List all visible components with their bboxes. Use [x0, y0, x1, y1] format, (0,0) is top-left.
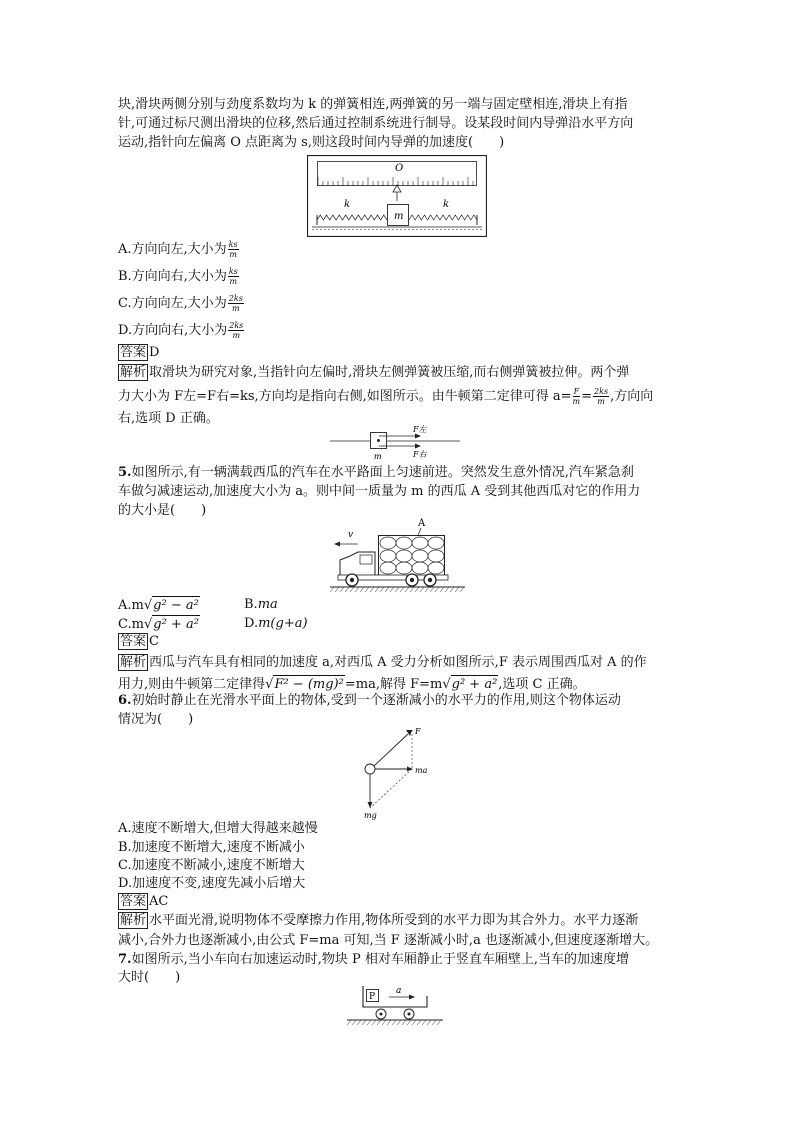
ground-hatch	[397, 1020, 401, 1025]
q7-stem-line-2: 大时( )	[118, 970, 181, 985]
watermelon	[396, 562, 412, 574]
watermelon	[380, 550, 396, 562]
ground-hatch	[437, 1020, 441, 1025]
answer-tag: 答案	[120, 634, 147, 649]
q4-force-diagram	[330, 423, 465, 465]
ground-hatch	[377, 1020, 381, 1025]
ground-hatch	[347, 1020, 351, 1025]
q4-o-label: O	[395, 163, 404, 174]
q4-option-a[interactable]	[118, 240, 240, 259]
q5-stem-line-2: 车做匀减速运动,加速度大小为 a。则中间一质量为 m 的西瓜 A 受到其他西瓜对它的作用力	[118, 484, 641, 499]
q5-option-d-prefix: D.	[244, 616, 259, 631]
q4-k-right-label: k	[443, 199, 450, 210]
q4-mass-label: m	[394, 211, 404, 222]
q6-answer-value: AC	[149, 894, 169, 909]
ground-hatch	[350, 587, 354, 592]
q5-option-a[interactable]: A.m√g² − a²	[118, 598, 199, 613]
ground-hatch	[412, 1020, 416, 1025]
fraction-numerator: 2ks	[594, 387, 609, 396]
ground-hatch	[402, 1020, 406, 1025]
ground-hatch	[372, 1020, 376, 1025]
answer-tag: 答案	[120, 345, 147, 360]
q5-option-a-prefix: A.m	[118, 598, 144, 613]
q6-number: 6.	[118, 693, 132, 708]
q4-option-c[interactable]	[118, 294, 245, 313]
q5-analysis-line-1	[118, 654, 647, 672]
answer-tag: 答案	[120, 894, 147, 909]
q5-stem-text-1: 如图所示,有一辆满载西瓜的汽车在水平路面上匀速前进。突然发生意外情况,汽车紧急刹	[131, 465, 634, 480]
q4-stem-line-1: 块,滑块两侧分别与劲度系数均为 k 的弹簧相连,两弹簧的另一端与固定壁相连,滑块上有指	[118, 97, 628, 112]
q4-analysis-line-2	[118, 387, 653, 406]
q5-option-d[interactable]	[244, 615, 308, 633]
ground-hatch	[460, 587, 464, 592]
q5-option-b-prefix: B.	[244, 597, 258, 612]
q4-stem-line-2: 针,可通过标尺测出滑块的位移,然后通过控制系统进行制导。设某段时间内导弹沿水平方向	[118, 116, 634, 131]
q5-analysis-text-1: 西瓜与汽车具有相同的加速度 a,对西瓜 A 受力分析如图所示,F 表示周围西瓜对 A 的作	[149, 655, 647, 670]
q4-analysis-line-3: 右,选项 D 正确。	[118, 411, 219, 426]
q6-analysis-line-1	[118, 912, 638, 930]
q4-f-left-label: F左	[413, 425, 427, 434]
q5-number: 5.	[118, 465, 132, 480]
q5-option-c-prefix: C.m	[118, 617, 144, 632]
q4-analysis-text-2b: ,方向向	[610, 389, 654, 404]
watermelon	[412, 537, 428, 549]
fraction-denominator: m	[231, 304, 240, 313]
q5-option-d-text: m(g+a)	[258, 616, 308, 631]
q4-analysis-text-2a: 力大小为 F左=F右=ks,方向均是指向右侧,如图所示。由牛顿第二定律可得 a=	[118, 389, 572, 404]
q6-mg-label: mg	[364, 811, 377, 820]
q6-analysis-line-2: 减小,合外力也逐渐减小,由公式 F=ma 可知,当 F 逐渐减小时,a 也逐渐减小,但速度逐渐增大。	[118, 933, 659, 948]
q6-answer	[118, 893, 168, 911]
q4-option-d[interactable]	[118, 321, 245, 340]
ground-hatch	[417, 1020, 421, 1025]
ground-hatch	[362, 1020, 366, 1025]
ground-hatch	[367, 1020, 371, 1025]
ground-hatch	[430, 587, 434, 592]
q6-option-c[interactable]: C.加速度不断减小,速度不断增大	[118, 858, 305, 873]
q4-option-d-fraction	[228, 321, 244, 340]
q4-analysis-equals: =	[581, 389, 593, 404]
q5-option-a-radicand: g² − a²	[153, 598, 199, 613]
q5-answer	[118, 633, 159, 651]
ground-hatch	[422, 1020, 426, 1025]
ground-hatch	[445, 587, 449, 592]
q5-truck-figure	[330, 516, 465, 594]
q7-cart-figure	[345, 984, 445, 1026]
q4-k-left-label: k	[344, 199, 351, 210]
fraction-numerator: F	[573, 387, 580, 396]
ground-hatch	[392, 1020, 396, 1025]
fraction-numerator: 2ks	[228, 294, 243, 303]
q7-stem-text-1: 如图所示,当小车向右加速运动时,物块 P 相对车厢静止于竖直车厢壁上,当车的加速度增	[131, 952, 629, 967]
ground-hatch	[355, 587, 359, 592]
q5-option-b-text: ma	[257, 597, 278, 612]
analysis-tag: 解析	[120, 655, 147, 670]
ground-hatch	[432, 1020, 436, 1025]
ground-hatch	[385, 587, 389, 592]
q5-analysis-line-2: 用力,则由牛顿第二定律得√F² − (mg)²=ma,解得 F=m√g² + a²,选项 C 正确。	[118, 677, 586, 692]
watermelon	[396, 537, 412, 549]
q5-analysis-radicand-2: g² + a²	[451, 677, 498, 692]
ground-hatch	[435, 587, 439, 592]
q6-option-b[interactable]: B.加速度不断增大,速度不断减小	[118, 840, 305, 855]
q5-analysis-radicand-1: F² − (mg)²	[274, 677, 344, 692]
watermelon	[428, 537, 444, 549]
watermelon	[428, 550, 444, 562]
ground-hatch	[360, 587, 364, 592]
ground-hatch	[410, 587, 414, 592]
q6-f-label: F	[415, 727, 421, 736]
analysis-tag: 解析	[120, 365, 147, 380]
ground-hatch	[340, 587, 344, 592]
q4-option-a-label: A.方向向左,大小为	[118, 242, 227, 257]
q7-number: 7.	[118, 952, 132, 967]
fraction-numerator: ks	[228, 240, 238, 249]
q7-p-label: P	[369, 992, 376, 1002]
q5-stem-line-3: 的大小是( )	[118, 503, 207, 518]
ground-hatch	[440, 587, 444, 592]
ground-hatch	[330, 587, 334, 592]
q6-force-vector-figure	[360, 724, 440, 820]
ground-hatch	[400, 587, 404, 592]
q5-option-b[interactable]	[244, 596, 278, 614]
ground-hatch	[387, 1020, 391, 1025]
ground-hatch	[425, 587, 429, 592]
ground-hatch	[420, 587, 424, 592]
ground-hatch	[357, 1020, 361, 1025]
ground-hatch	[407, 1020, 411, 1025]
fraction-denominator: m	[232, 331, 241, 340]
ground-hatch	[382, 1020, 386, 1025]
fraction-denominator: m	[229, 277, 238, 286]
q4-analysis-line-1	[118, 364, 629, 382]
q4-answer	[118, 344, 159, 362]
q4-analysis-frac-2	[593, 387, 609, 406]
q6-stem-text-1: 初始时静止在光滑水平面上的物体,受到一个逐渐减小的水平力的作用,则这个物体运动	[131, 693, 621, 708]
q4-force-m-label: m	[374, 452, 382, 461]
watermelon	[396, 550, 412, 562]
q6-option-a[interactable]: A.速度不断增大,但增大得越来越慢	[118, 821, 318, 836]
q5-option-c[interactable]: C.m√g² + a²	[118, 617, 199, 632]
q4-answer-value: D	[149, 345, 160, 360]
q6-analysis-text-1: 水平面光滑,说明物体不受摩擦力作用,物体所受到的水平力即为其合外力。水平力逐渐	[149, 913, 639, 928]
q6-stem-line-1	[118, 692, 621, 710]
fraction-numerator: 2ks	[229, 321, 244, 330]
q6-option-d[interactable]: D.加速度不变,速度先减小后增大	[118, 876, 306, 891]
watermelon	[428, 562, 444, 574]
q6-stem-line-2: 情况为( )	[118, 712, 194, 727]
q4-analysis-frac-1	[573, 387, 581, 406]
ground-hatch	[370, 587, 374, 592]
q4-option-a-fraction	[228, 240, 239, 259]
q5-option-c-radicand: g² + a²	[153, 617, 199, 632]
watermelon	[380, 562, 396, 574]
q4-option-d-label: D.方向向右,大小为	[118, 323, 228, 338]
q5-stem-line-1	[118, 464, 634, 482]
fraction-denominator: m	[229, 250, 237, 259]
q5-analysis-text-2a: 用力,则由牛顿第二定律得	[118, 677, 266, 692]
q5-analysis-text-2c: ,选项 C 正确。	[498, 677, 586, 692]
ground-hatch	[390, 587, 394, 592]
watermelon	[412, 562, 428, 574]
ground-hatch	[365, 587, 369, 592]
q7-a-label: a	[396, 986, 402, 996]
analysis-tag: 解析	[120, 913, 147, 928]
q6-ma-label: ma	[415, 766, 428, 775]
q7-stem-line-1	[118, 951, 629, 969]
ground-hatch	[335, 587, 339, 592]
fraction-numerator: ks	[228, 267, 238, 276]
q4-option-c-label: C.方向向左,大小为	[118, 296, 227, 311]
q5-a-label: A	[418, 518, 426, 529]
q5-answer-value: C	[149, 634, 159, 649]
watermelon	[412, 550, 428, 562]
q4-analysis-text-1: 取滑块为研究对象,当指针向左偏时,滑块左侧弹簧被压缩,而右侧弹簧被拉伸。两个弹	[149, 365, 630, 380]
ground-hatch	[380, 587, 384, 592]
ground-hatch	[455, 587, 459, 592]
q4-option-b-label: B.方向向右,大小为	[118, 269, 227, 284]
ground-hatch	[405, 587, 409, 592]
q4-f-right-label: F右	[413, 450, 427, 459]
ground-hatch	[450, 587, 454, 592]
fraction-denominator: m	[572, 397, 581, 406]
ground-hatch	[427, 1020, 431, 1025]
q5-analysis-text-2b: =ma,解得 F=m	[344, 677, 443, 692]
ground-hatch	[352, 1020, 356, 1025]
q4-accelerometer-figure	[307, 155, 487, 237]
q5-v-label: v	[348, 530, 354, 540]
q4-stem-line-3: 运动,指针向左偏离 O 点距离为 s,则这段时间内导弹的加速度( )	[118, 135, 505, 150]
ground-hatch	[395, 587, 399, 592]
ground-hatch	[345, 587, 349, 592]
ground-hatch	[375, 587, 379, 592]
q4-option-c-fraction	[228, 294, 244, 313]
watermelon	[380, 537, 396, 549]
fraction-denominator: m	[597, 397, 605, 406]
ground-hatch	[415, 587, 419, 592]
q4-option-b-fraction	[228, 267, 239, 286]
q4-option-b[interactable]	[118, 267, 240, 286]
